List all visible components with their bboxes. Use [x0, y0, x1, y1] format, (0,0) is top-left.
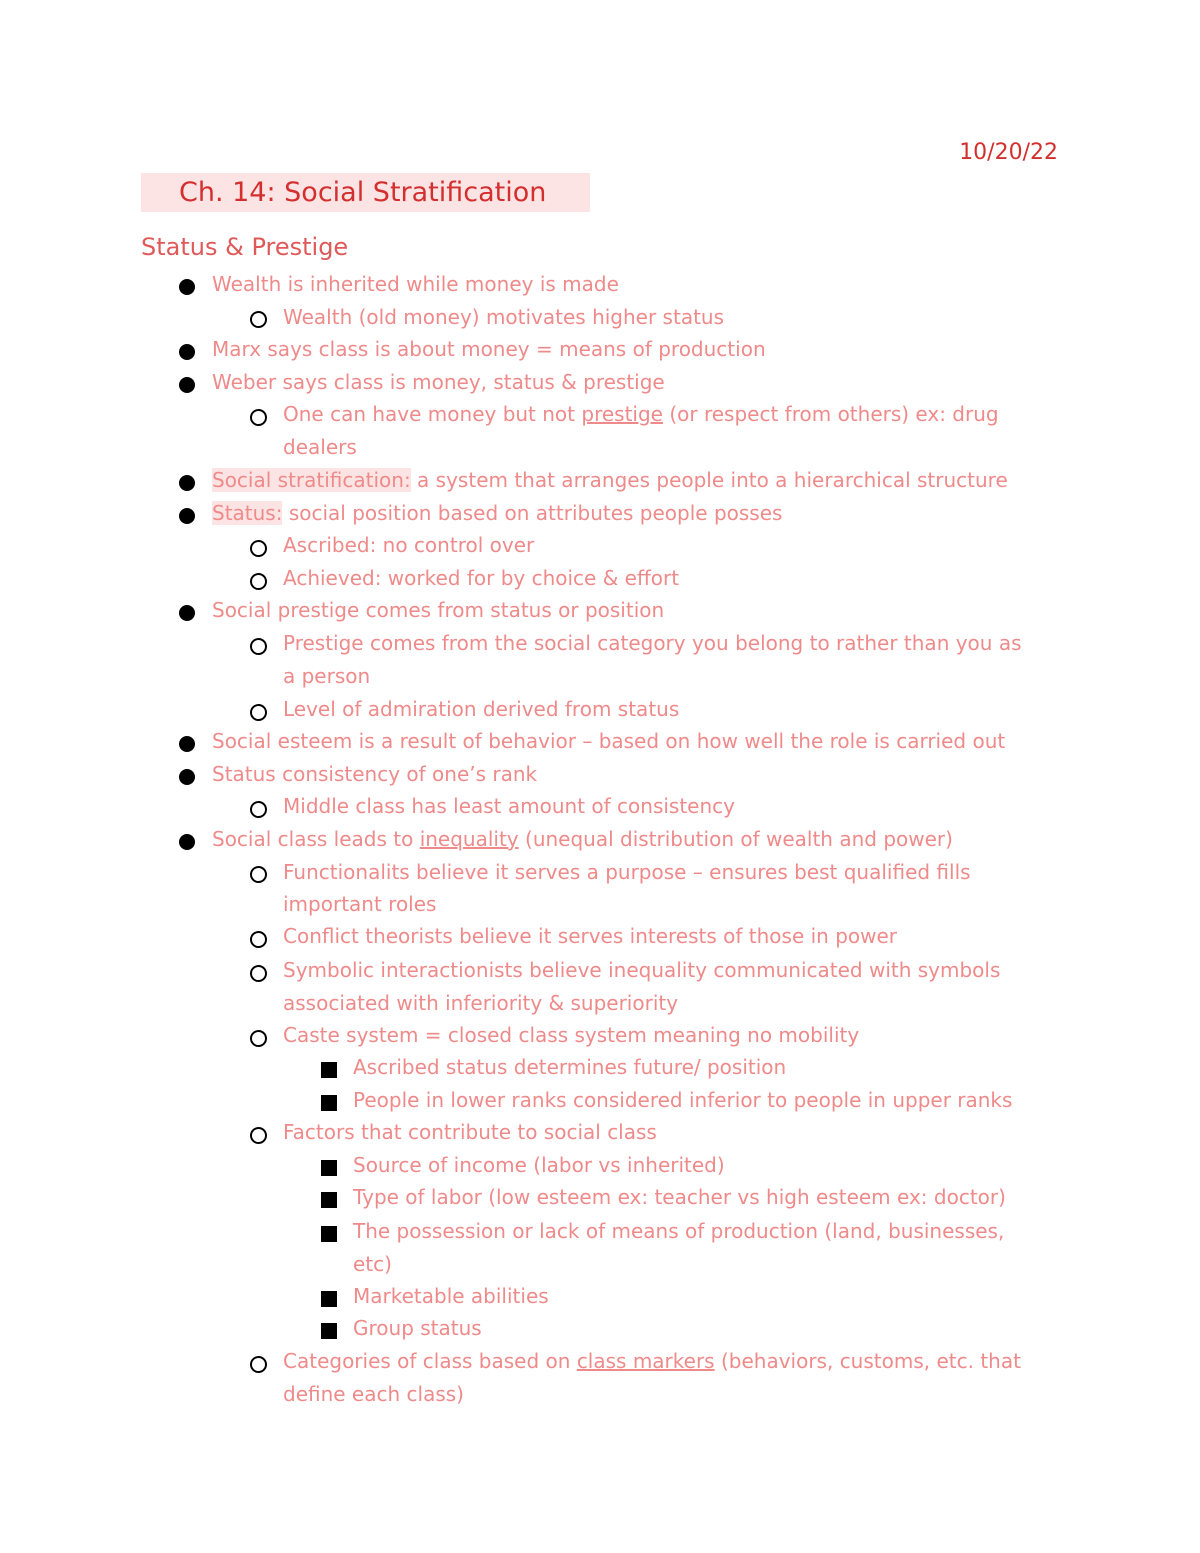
text-span: a system that arranges people into a hierarchical structure	[410, 468, 1008, 492]
list-item	[212, 497, 782, 530]
note-date: 10/20/22	[959, 140, 1058, 165]
list-item: Group status	[353, 1316, 482, 1340]
highlighted-term: Status:	[212, 501, 283, 525]
hollow-bullet-icon	[250, 311, 267, 328]
underlined-term: class markers	[576, 1349, 715, 1373]
filled-bullet-icon	[179, 344, 195, 360]
square-bullet-icon	[321, 1192, 337, 1208]
list-item: Type of labor (low esteem ex: teacher vs high esteem ex: doctor)	[353, 1185, 1006, 1209]
square-bullet-icon	[321, 1160, 337, 1176]
hollow-bullet-icon	[250, 965, 267, 982]
hollow-bullet-icon	[250, 573, 267, 590]
highlighted-term: Social stratification:	[212, 468, 411, 492]
hollow-bullet-icon	[250, 1356, 267, 1373]
list-item	[212, 464, 1008, 497]
square-bullet-icon	[321, 1226, 337, 1242]
hollow-bullet-icon	[250, 409, 267, 426]
hollow-bullet-icon	[250, 540, 267, 557]
text-span: (or respect from others) ex: drug	[662, 402, 999, 426]
list-item: Prestige comes from the social category you belong to rather than you as	[283, 631, 1022, 655]
filled-bullet-icon	[179, 769, 195, 785]
list-item: Caste system = closed class system meaning no mobility	[283, 1023, 860, 1047]
list-item	[283, 398, 999, 431]
list-item: The possession or lack of means of production (land, businesses,	[353, 1219, 1005, 1243]
section-heading: Status & Prestige	[141, 233, 349, 261]
list-item-continuation: important roles	[283, 892, 437, 916]
list-item: Weber says class is money, status & prestige	[212, 370, 665, 394]
filled-bullet-icon	[179, 475, 195, 491]
filled-bullet-icon	[179, 834, 195, 850]
square-bullet-icon	[321, 1062, 337, 1078]
list-item: Status consistency of one’s rank	[212, 762, 538, 786]
list-item: Middle class has least amount of consistency	[283, 794, 735, 818]
list-item: Social esteem is a result of behavior – based on how well the role is carried out	[212, 729, 1006, 753]
list-item-continuation: define each class)	[283, 1382, 464, 1406]
text-span: social position based on attributes people posses	[282, 501, 783, 525]
list-item: Social prestige comes from status or position	[212, 598, 665, 622]
list-item: Factors that contribute to social class	[283, 1120, 657, 1144]
text-span: (unequal distribution of wealth and power)	[518, 827, 953, 851]
underlined-term: inequality	[419, 827, 519, 851]
square-bullet-icon	[321, 1323, 337, 1339]
hollow-bullet-icon	[250, 638, 267, 655]
underlined-term: prestige	[581, 402, 663, 426]
list-item: Ascribed: no control over	[283, 533, 535, 557]
list-item: Functionalits believe it serves a purpose – ensures best qualified fills	[283, 860, 971, 884]
list-item: Ascribed status determines future/ position	[353, 1055, 787, 1079]
list-item	[283, 1345, 1021, 1378]
text-span: Social class leads to	[212, 827, 420, 851]
text-span: One can have money but not	[283, 402, 582, 426]
list-item-continuation: associated with inferiority & superiority	[283, 991, 679, 1015]
filled-bullet-icon	[179, 605, 195, 621]
square-bullet-icon	[321, 1095, 337, 1111]
text-span: Categories of class based on	[283, 1349, 577, 1373]
page-title: Ch. 14: Social Stratification	[179, 177, 547, 208]
filled-bullet-icon	[179, 736, 195, 752]
hollow-bullet-icon	[250, 801, 267, 818]
square-bullet-icon	[321, 1291, 337, 1307]
list-item: Level of admiration derived from status	[283, 697, 680, 721]
list-item: Source of income (labor vs inherited)	[353, 1153, 725, 1177]
list-item: Marketable abilities	[353, 1284, 549, 1308]
hollow-bullet-icon	[250, 866, 267, 883]
filled-bullet-icon	[179, 377, 195, 393]
list-item: People in lower ranks considered inferior to people in upper ranks	[353, 1088, 1013, 1112]
list-item: Marx says class is about money = means of production	[212, 337, 766, 361]
list-item: Symbolic interactionists believe inequality communicated with symbols	[283, 958, 1001, 982]
list-item-continuation: etc)	[353, 1252, 392, 1276]
filled-bullet-icon	[179, 508, 195, 524]
list-item: Wealth is inherited while money is made	[212, 272, 619, 296]
hollow-bullet-icon	[250, 1030, 267, 1047]
list-item: Wealth (old money) motivates higher status	[283, 305, 725, 329]
list-item	[212, 823, 953, 856]
hollow-bullet-icon	[250, 1127, 267, 1144]
list-item: Conflict theorists believe it serves interests of those in power	[283, 924, 898, 948]
hollow-bullet-icon	[250, 931, 267, 948]
list-item: Achieved: worked for by choice & effort	[283, 566, 680, 590]
list-item-continuation: a person	[283, 664, 371, 688]
filled-bullet-icon	[179, 279, 195, 295]
text-span: (behaviors, customs, etc. that	[714, 1349, 1021, 1373]
hollow-bullet-icon	[250, 704, 267, 721]
list-item-continuation: dealers	[283, 435, 357, 459]
